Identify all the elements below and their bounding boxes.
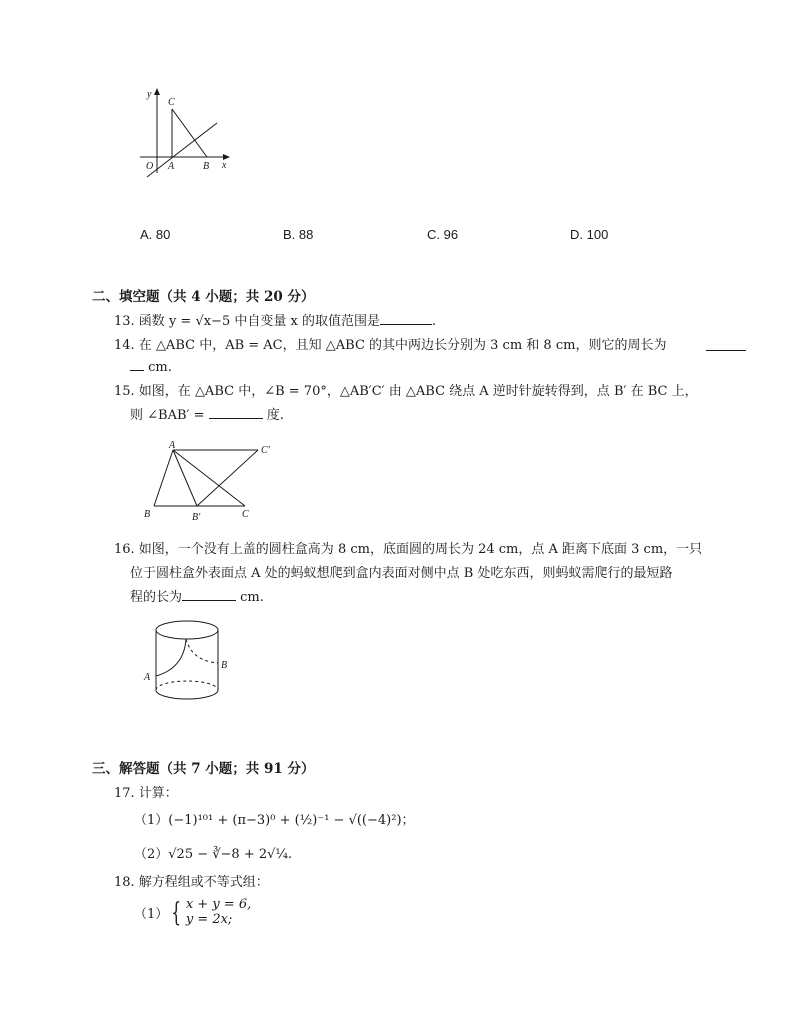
- q14-blank-a: [706, 338, 746, 351]
- figure-cylinder: [140, 616, 240, 712]
- option-d: D. 100: [570, 227, 609, 242]
- q14-unit: cm.: [148, 360, 172, 375]
- q14-blank-b: [130, 358, 144, 371]
- q13-blank: [380, 312, 432, 325]
- label-b: B: [203, 161, 210, 172]
- question-14-line1: 14. 在 △ABC 中，AB = AC，且知 △ABC 的其中两边长分别为 3 cm 和 8 cm，则它的周长为: [114, 338, 667, 353]
- label-c-prime: C′: [261, 445, 270, 456]
- question-16-line2: 位于圆柱盒外表面点 A 处的蚂蚁想爬到盒内表面对侧中点 B 处吃东西，则蚂蚁需爬行的最短路: [130, 566, 673, 581]
- option-c: C. 96: [427, 227, 459, 242]
- q15-unit: 度.: [266, 408, 284, 423]
- section-2-title: 二、填空题（共 4 小题；共 20 分）: [92, 289, 315, 305]
- label-b: B: [221, 660, 228, 671]
- question-15-line2: [130, 406, 284, 425]
- label-x: x: [222, 160, 227, 171]
- option-a: A. 80: [140, 227, 171, 242]
- label-a: A: [168, 161, 175, 172]
- label-y: y: [147, 89, 152, 100]
- question-18-title: 18. 解方程组或不等式组：: [114, 875, 269, 890]
- question-16-line1: 16. 如图，一个没有上盖的圆柱盒高为 8 cm，底面圆的周长为 24 cm，点 A 距离下底面 3 cm，一只: [114, 542, 703, 557]
- label-a: A: [144, 672, 151, 683]
- label-c: C: [168, 97, 175, 108]
- section-3-title: 三、解答题（共 7 小题；共 91 分）: [92, 761, 315, 777]
- label-c: C: [242, 509, 249, 520]
- question-18-part1: [134, 897, 251, 929]
- q13-end: .: [431, 314, 437, 329]
- q16-text: 程的长为: [130, 590, 183, 605]
- option-b: B. 88: [283, 227, 314, 242]
- question-17-part2: （2）√25 − ∛−8 + 2√¼.: [134, 847, 293, 862]
- q18-part1-label: （1）: [134, 907, 169, 922]
- label-b-prime: B′: [192, 512, 201, 523]
- q15-text: 则 ∠BAB′ =: [130, 408, 205, 423]
- label-b: B: [144, 509, 151, 520]
- question-17-part1: （1）(−1)¹⁰¹ + (π−3)⁰ + (½)⁻¹ − √((−4)²)；: [134, 813, 415, 828]
- label-o: O: [146, 161, 154, 172]
- q16-unit: cm.: [240, 590, 264, 605]
- question-16-line3: [130, 588, 264, 607]
- equation-1: x + y = 6,: [185, 897, 252, 912]
- brace-icon: {: [171, 898, 182, 928]
- question-14-line2: [130, 358, 172, 377]
- equation-2: y = 2x;: [185, 912, 233, 927]
- q15-blank: [209, 406, 263, 419]
- q16-blank: [182, 588, 236, 601]
- question-15-line1: 15. 如图，在 △ABC 中，∠B = 70°，△AB′C′ 由 △ABC 绕点 A 逆时针旋转得到，点 B′ 在 BC 上，: [114, 384, 698, 399]
- equation-system: [186, 897, 251, 927]
- figure-rotated-triangle: [140, 438, 280, 524]
- figure-coordinate-graph: [135, 85, 235, 180]
- label-a: A: [169, 440, 176, 451]
- question-17-title: 17. 计算：: [114, 786, 178, 801]
- question-13: [114, 312, 436, 331]
- q13-text: 13. 函数 y = √x−5 中自变量 x 的取值范围是: [114, 314, 380, 329]
